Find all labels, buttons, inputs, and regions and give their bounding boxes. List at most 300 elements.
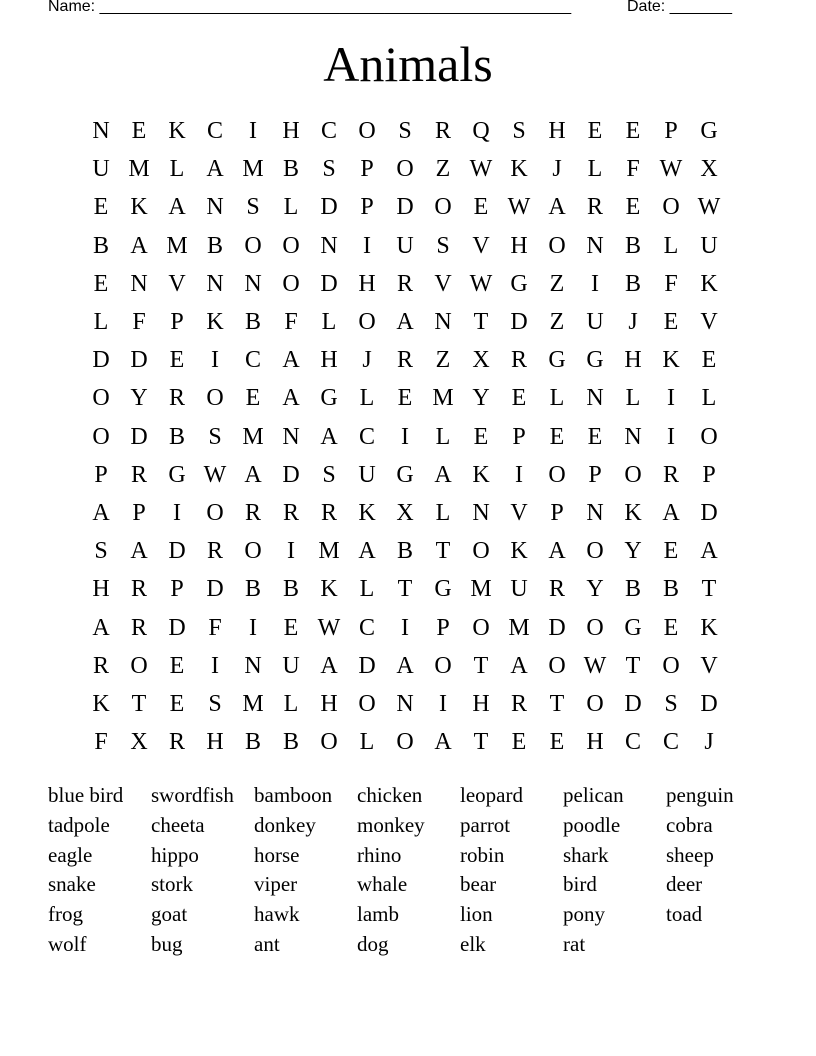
grid-letter: D <box>548 614 566 641</box>
grid-letter: M <box>242 691 264 717</box>
grid-letter: K <box>472 461 490 488</box>
grid-letter: C <box>320 118 337 144</box>
grid-letter: L <box>549 385 565 412</box>
grid-letter: U <box>586 309 604 335</box>
grid-letter: E <box>473 194 489 221</box>
grid-letter: O <box>434 652 452 679</box>
word-list-item: bamboon <box>254 783 333 807</box>
grid-letter: N <box>282 423 300 450</box>
grid-letter: T <box>625 652 641 679</box>
grid-letter: R <box>510 347 527 374</box>
grid-letter: I <box>439 691 447 717</box>
grid-letter: O <box>700 423 718 450</box>
grid-letter: Y <box>472 385 490 412</box>
grid-letter: E <box>625 118 641 144</box>
grid-letter: X <box>130 729 148 756</box>
grid-letter: O <box>92 423 110 450</box>
grid-letter: R <box>396 270 413 297</box>
grid-letter: F <box>132 309 146 335</box>
grid-letter: C <box>358 614 375 641</box>
grid-letter: E <box>663 538 679 565</box>
word-list-item: hawk <box>254 902 300 927</box>
grid-letter: U <box>92 156 110 183</box>
grid-letter: X <box>700 156 718 183</box>
grid-letter: S <box>246 194 260 221</box>
grid-letter: U <box>282 652 300 679</box>
word-list-item: cobra <box>666 812 713 837</box>
grid-letter: T <box>473 309 489 335</box>
grid-letter: L <box>321 309 337 335</box>
grid-letter: R <box>282 500 299 526</box>
grid-letter: G <box>168 461 186 488</box>
grid-letter: P <box>360 156 374 183</box>
grid-letter: I <box>667 385 675 412</box>
header <box>48 0 748 20</box>
grid-letter: T <box>435 538 451 565</box>
grid-letter: U <box>396 232 414 259</box>
name-field[interactable]: Name: _____________________________________________________ <box>48 0 572 15</box>
grid-letter: F <box>284 309 298 335</box>
grid-letter: M <box>470 576 492 603</box>
grid-letter: D <box>396 194 414 221</box>
word-list-item: swordfish <box>151 783 234 807</box>
grid-letter: A <box>396 309 414 335</box>
grid-letter: M <box>432 385 454 412</box>
grid-letter: A <box>130 538 148 565</box>
grid-letter: K <box>700 270 718 297</box>
grid-letter: B <box>92 232 109 259</box>
grid-letter: O <box>548 232 566 259</box>
grid-letter: W <box>659 156 683 183</box>
grid-letter: K <box>206 309 224 335</box>
grid-letter: B <box>396 538 413 565</box>
grid-letter: E <box>397 385 413 412</box>
grid-letter: N <box>586 500 604 526</box>
grid-letter: P <box>550 500 564 526</box>
grid-letter: T <box>131 691 147 717</box>
word-list-item: bird <box>563 872 597 897</box>
grid-letter: T <box>473 729 489 756</box>
grid-letter: B <box>624 576 641 603</box>
grid-letter: K <box>168 118 186 144</box>
grid-letter: R <box>130 614 147 641</box>
grid-letter: A <box>548 538 566 565</box>
word-list-item: tadpole <box>48 812 110 837</box>
grid-letter: H <box>624 347 642 374</box>
grid-letter: I <box>211 652 219 679</box>
grid-letter: H <box>320 347 338 374</box>
grid-letter: I <box>401 614 409 641</box>
grid-letter: L <box>587 156 603 183</box>
word-list-item: lamb <box>357 902 399 927</box>
grid-letter: O <box>586 538 604 565</box>
grid-letter: R <box>92 652 109 679</box>
grid-letter: I <box>667 423 675 450</box>
grid-letter: A <box>282 347 300 374</box>
grid-letter: O <box>358 309 376 335</box>
word-list-item: blue bird <box>48 783 124 807</box>
grid-letter: M <box>242 423 264 450</box>
grid-letter: L <box>663 232 679 259</box>
grid-letter: E <box>169 347 185 374</box>
grid-letter: L <box>359 729 375 756</box>
grid-letter: B <box>282 576 299 603</box>
word-list-item: donkey <box>254 812 316 837</box>
grid-letter: A <box>168 194 186 221</box>
grid-letter: S <box>94 538 108 565</box>
grid-letter: H <box>472 691 490 717</box>
grid-letter: R <box>244 500 261 526</box>
grid-letter: O <box>662 652 680 679</box>
grid-letter: W <box>203 461 227 488</box>
grid-letter: U <box>510 576 528 603</box>
grid-letter: C <box>662 729 679 756</box>
grid-letter: A <box>92 500 110 526</box>
grid-letter: R <box>548 576 565 603</box>
grid-letter: Y <box>624 538 642 565</box>
grid-letter: E <box>245 385 261 412</box>
grid-letter: O <box>320 729 338 756</box>
grid-letter: W <box>507 194 531 221</box>
grid-letter: E <box>511 385 527 412</box>
word-list-item: cheeta <box>151 812 205 837</box>
grid-letter: O <box>472 538 490 565</box>
grid-letter: T <box>701 576 717 603</box>
word-list-item: hippo <box>151 842 199 867</box>
grid-letter: E <box>169 691 185 717</box>
grid-letter: L <box>435 423 451 450</box>
grid-letter: H <box>92 576 110 603</box>
word-list-item: stork <box>151 872 193 897</box>
grid-letter: K <box>130 194 148 221</box>
grid-letter: D <box>282 461 300 488</box>
grid-letter: K <box>662 347 680 374</box>
grid-letter: D <box>320 194 338 221</box>
grid-letter: C <box>624 729 641 756</box>
grid-letter: A <box>130 232 148 259</box>
grid-letter: O <box>282 232 300 259</box>
grid-letter: K <box>92 691 110 717</box>
grid-letter: U <box>700 232 718 259</box>
grid-letter: I <box>401 423 409 450</box>
grid-letter: P <box>436 614 450 641</box>
date-field[interactable]: Date: _______ <box>627 0 732 15</box>
word-list-item: deer <box>666 872 703 897</box>
grid-letter: A <box>434 729 452 756</box>
word-list-item: rat <box>563 932 586 956</box>
grid-letter: P <box>664 118 678 144</box>
grid-letter: P <box>94 461 108 488</box>
grid-letter: H <box>206 729 224 756</box>
word-list-item: ant <box>254 932 280 956</box>
word-list-item: leopard <box>460 783 523 807</box>
grid-letter: L <box>359 385 375 412</box>
grid-letter: E <box>625 194 641 221</box>
grid-letter: K <box>320 576 338 603</box>
grid-letter: E <box>93 270 109 297</box>
grid-letter: B <box>282 729 299 756</box>
grid-letter: B <box>662 576 679 603</box>
grid-letter: F <box>208 614 222 641</box>
word-list-item: parrot <box>460 812 511 837</box>
grid-letter: X <box>472 347 490 374</box>
grid-letter: O <box>548 461 566 488</box>
grid-letter: N <box>206 270 224 297</box>
grid-letter: L <box>93 309 109 335</box>
grid-letter: E <box>663 614 679 641</box>
grid-letter: A <box>510 652 528 679</box>
grid-letter: D <box>130 423 148 450</box>
grid-letter: G <box>586 347 604 374</box>
grid-letter: A <box>434 461 452 488</box>
grid-letter: N <box>586 232 604 259</box>
grid-letter: H <box>548 118 566 144</box>
grid-letter: R <box>168 729 185 756</box>
grid-letter: S <box>398 118 412 144</box>
grid-letter: U <box>358 461 376 488</box>
word-list-item: viper <box>254 872 298 897</box>
grid-letter: L <box>283 194 299 221</box>
grid-letter: G <box>548 347 566 374</box>
word-list-item: pelican <box>563 783 624 807</box>
grid-letter: P <box>170 576 184 603</box>
grid-letter: O <box>396 729 414 756</box>
grid-letter: I <box>211 347 219 374</box>
grid-letter: D <box>358 652 376 679</box>
page-title: Animals <box>323 36 493 92</box>
grid-letter: Q <box>472 118 490 144</box>
word-list-item: wolf <box>48 932 87 956</box>
grid-letter: X <box>396 500 414 526</box>
grid-letter: A <box>358 538 376 565</box>
grid-letter: S <box>208 423 222 450</box>
word-list-item: horse <box>254 842 300 867</box>
grid-letter: F <box>94 729 108 756</box>
grid-letter: R <box>662 461 679 488</box>
grid-letter: B <box>244 309 261 335</box>
grid-letter: K <box>624 500 642 526</box>
grid-letter: O <box>244 538 262 565</box>
grid-letter: O <box>434 194 452 221</box>
word-list-item: dog <box>357 932 389 956</box>
grid-letter: I <box>249 118 257 144</box>
grid-letter: A <box>700 538 718 565</box>
grid-letter: O <box>586 614 604 641</box>
grid-letter: B <box>624 232 641 259</box>
grid-letter: M <box>166 232 188 259</box>
grid-letter: I <box>363 232 371 259</box>
grid-letter: B <box>624 270 641 297</box>
grid-letter: Y <box>130 385 148 412</box>
grid-letter: R <box>434 118 451 144</box>
word-list-item: bug <box>151 932 183 956</box>
grid-letter: N <box>434 309 452 335</box>
grid-letter: E <box>511 729 527 756</box>
grid-letter: O <box>662 194 680 221</box>
grid-letter: L <box>359 576 375 603</box>
word-list-item: goat <box>151 902 188 927</box>
grid-letter: O <box>358 691 376 717</box>
grid-letter: G <box>700 118 718 144</box>
grid-letter: D <box>700 500 718 526</box>
grid-letter: N <box>244 270 262 297</box>
grid-letter: W <box>697 194 721 221</box>
grid-letter: P <box>512 423 526 450</box>
grid-letter: R <box>320 500 337 526</box>
grid-letter: V <box>510 500 528 526</box>
grid-letter: E <box>131 118 147 144</box>
word-list-item: penguin <box>666 783 734 807</box>
grid-letter: O <box>206 385 224 412</box>
grid-letter: S <box>512 118 526 144</box>
grid-letter: A <box>282 385 300 412</box>
grid-letter: L <box>625 385 641 412</box>
grid-letter: J <box>704 729 714 756</box>
grid-letter: D <box>168 614 186 641</box>
grid-letter: E <box>549 729 565 756</box>
grid-letter: O <box>396 156 414 183</box>
grid-letter: A <box>244 461 262 488</box>
grid-letter: I <box>173 500 181 526</box>
grid-letter: O <box>130 652 148 679</box>
grid-letter: W <box>317 614 341 641</box>
grid-letter: O <box>282 270 300 297</box>
grid-letter: T <box>473 652 489 679</box>
grid-letter: A <box>662 500 680 526</box>
word-list-item: chicken <box>357 783 423 807</box>
grid-letter: S <box>322 156 336 183</box>
grid-letter: I <box>287 538 295 565</box>
grid-letter: A <box>320 652 338 679</box>
grid-letter: P <box>360 194 374 221</box>
grid-letter: J <box>552 156 562 183</box>
grid-letter: H <box>282 118 300 144</box>
grid-letter: N <box>244 652 262 679</box>
grid-letter: O <box>244 232 262 259</box>
grid-letter: W <box>469 270 493 297</box>
word-list-item: monkey <box>357 812 425 837</box>
grid-letter: D <box>624 691 642 717</box>
grid-letter: M <box>128 156 150 183</box>
grid-letter: V <box>700 652 718 679</box>
grid-letter: A <box>92 614 110 641</box>
grid-letter: E <box>663 309 679 335</box>
grid-letter: S <box>664 691 678 717</box>
grid-letter: O <box>472 614 490 641</box>
grid-letter: O <box>624 461 642 488</box>
grid-letter: L <box>169 156 185 183</box>
grid-letter: N <box>320 232 338 259</box>
word-list-item: shark <box>563 842 609 867</box>
grid-letter: B <box>206 232 223 259</box>
grid-letter: R <box>510 691 527 717</box>
grid-letter: M <box>242 156 264 183</box>
grid-letter: V <box>700 309 718 335</box>
grid-letter: K <box>510 538 528 565</box>
grid-letter: W <box>583 652 607 679</box>
grid-letter: Z <box>435 347 451 374</box>
grid-letter: N <box>624 423 642 450</box>
grid-letter: K <box>510 156 528 183</box>
grid-letter: E <box>283 614 299 641</box>
grid-letter: D <box>510 309 528 335</box>
grid-letter: N <box>206 194 224 221</box>
word-list-item: toad <box>666 902 703 927</box>
grid-letter: C <box>358 423 375 450</box>
grid-letter: F <box>664 270 678 297</box>
grid-letter: N <box>586 385 604 412</box>
word-search-grid <box>82 112 728 762</box>
grid-letter: D <box>92 347 110 374</box>
grid-letter: G <box>396 461 414 488</box>
grid-letter: V <box>168 270 186 297</box>
grid-letter: I <box>591 270 599 297</box>
grid-letter: G <box>510 270 528 297</box>
grid-letter: K <box>358 500 376 526</box>
grid-letter: Z <box>435 156 451 183</box>
word-list-item: poodle <box>563 812 621 837</box>
grid-letter: N <box>92 118 110 144</box>
grid-letter: B <box>244 576 261 603</box>
grid-letter: C <box>244 347 261 374</box>
grid-letter: J <box>628 309 638 335</box>
grid-letter: D <box>130 347 148 374</box>
grid-letter: A <box>548 194 566 221</box>
grid-letter: N <box>130 270 148 297</box>
grid-letter: E <box>587 118 603 144</box>
grid-letter: S <box>208 691 222 717</box>
grid-letter: Y <box>586 576 604 603</box>
word-list-item: eagle <box>48 842 93 867</box>
grid-letter: R <box>586 194 603 221</box>
grid-letter: E <box>549 423 565 450</box>
grid-letter: J <box>362 347 372 374</box>
grid-letter: V <box>434 270 452 297</box>
grid-letter: O <box>206 500 224 526</box>
grid-letter: E <box>587 423 603 450</box>
word-list-item: bear <box>460 872 497 897</box>
grid-letter: B <box>168 423 185 450</box>
grid-letter: N <box>396 691 414 717</box>
word-list-item: robin <box>460 842 505 867</box>
grid-letter: H <box>358 270 376 297</box>
word-list-item: rhino <box>357 842 402 867</box>
grid-letter: R <box>396 347 413 374</box>
word-list-item: frog <box>48 902 83 927</box>
word-list-item: pony <box>563 902 605 927</box>
grid-letter: S <box>322 461 336 488</box>
grid-letter: D <box>168 538 186 565</box>
grid-letter: V <box>472 232 490 259</box>
grid-letter: O <box>586 691 604 717</box>
grid-letter: I <box>515 461 523 488</box>
grid-letter: F <box>626 156 640 183</box>
grid-letter: H <box>510 232 528 259</box>
grid-letter: G <box>624 614 642 641</box>
grid-letter: E <box>473 423 489 450</box>
grid-letter: L <box>701 385 717 412</box>
grid-letter: G <box>434 576 452 603</box>
grid-letter: K <box>700 614 718 641</box>
grid-letter: E <box>169 652 185 679</box>
grid-letter: D <box>320 270 338 297</box>
grid-letter: P <box>132 500 146 526</box>
grid-letter: A <box>206 156 224 183</box>
grid-letter: R <box>206 538 223 565</box>
word-list-item: sheep <box>666 842 714 867</box>
grid-letter: R <box>130 461 147 488</box>
word-list-item: elk <box>460 932 486 956</box>
